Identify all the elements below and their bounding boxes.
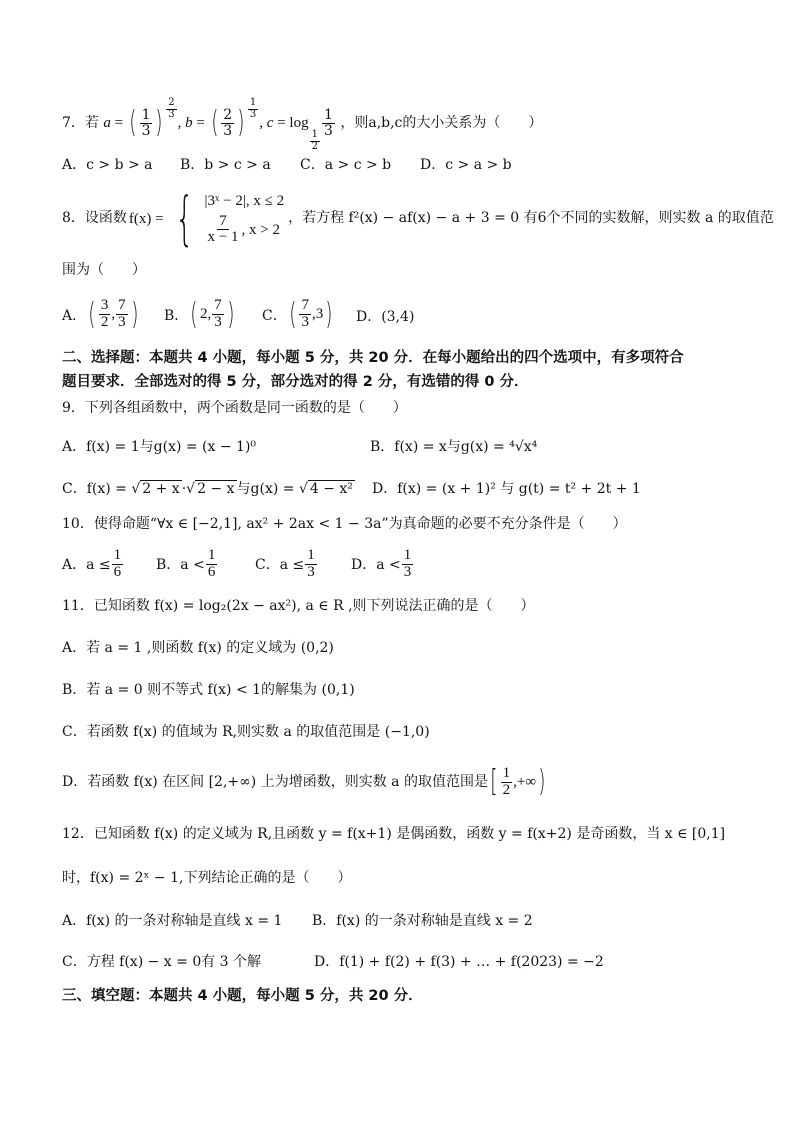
- section-3-heading: 三、填空题：本题共 4 小题，每小题 5 分，共 20 分．: [62, 988, 423, 1004]
- q11-option-b[interactable]: B．若 a = 0 则不等式 f(x) < 1的解集为 (0,1): [62, 682, 355, 698]
- q8-option-d[interactable]: D．(3,4): [356, 309, 415, 325]
- q7-number: 7．若: [62, 115, 99, 131]
- q7-tail: ，则a,b,c的大小关系为（ ）: [340, 115, 543, 131]
- section-2-heading-line2: 题目要求．全部选对的得 5 分，部分选对的得 2 分，有选错的得 0 分．: [62, 374, 529, 390]
- q8-piecewise: [205, 192, 285, 247]
- q7-log-arg: $\frac{1}{3}$: [323, 106, 333, 139]
- section-2-heading-line1: 二、选择题：本题共 4 小题，每小题 5 分，共 20 分．在每小题给出的四个选项中，有多项符合: [62, 350, 684, 366]
- q8-case-2-frac: $\frac{7}{x - 1}$: [207, 212, 239, 246]
- q7-a-symbol: a: [103, 115, 111, 131]
- q7-exp-a: $\frac{2}{3}$: [168, 97, 175, 120]
- q11-option-c[interactable]: C．若函数 f(x) 的值域为 R,则实数 a 的取值范围是 (−1,0): [62, 724, 430, 740]
- q8-number: 8．设函数: [62, 210, 127, 227]
- q8-option-c[interactable]: C． ( $\frac{7}{3}$ ,3 ): [262, 297, 333, 332]
- q9-stem: 9．下列各组函数中，两个函数是同一函数的是（ ）: [62, 400, 407, 416]
- q7-stem: 7．若 a = ( $\frac{1}{3}$ ) $\frac{2}{3}$ , b = ( $\frac{2}{3}$ ) $\frac{1}{3}$ , c = log $\frac{1}{2}$ $\frac{1}{3}$ ，则a,b,c的大小关系为（ ）: [62, 97, 543, 152]
- q7-log: log: [289, 115, 309, 131]
- q10-option-d[interactable]: D．a < $\frac{1}{3}$: [351, 547, 412, 580]
- q7-option-b[interactable]: B．b > c > a: [180, 157, 271, 173]
- q8-option-b[interactable]: B． ( 2, $\frac{7}{3}$ ): [164, 297, 235, 332]
- q8-fx: f(x) =: [128, 210, 164, 227]
- q8-case-1: |3ˣ − 2|, x ≤ 2: [204, 192, 285, 209]
- q10-stem: 10．使得命题“∀x ∈ [−2,1], ax² + 2ax < 1 − 3a”为真命题的必要不充分条件是（ ）: [62, 516, 627, 532]
- q7-exp-b: $\frac{1}{3}$: [249, 97, 257, 120]
- q10-option-a[interactable]: A．a ≤ $\frac{1}{6}$: [62, 547, 122, 580]
- q8-continuation: 围为（ ）: [62, 262, 146, 278]
- q9-option-b[interactable]: B．f(x) = x与g(x) = ⁴√x⁴: [370, 439, 538, 455]
- q12-option-d[interactable]: D．f(1) + f(2) + f(3) + … + f(2023) = −2: [314, 954, 604, 970]
- q11-option-a[interactable]: A．若 a = 1 ,则函数 f(x) 的定义域为 (0,2): [62, 640, 334, 656]
- q11-stem: 11．已知函数 f(x) = log₂(2x − ax²), a ∈ R ,则下列说法正确的是（ ）: [62, 598, 535, 614]
- q7-option-a[interactable]: A．c > b > a: [62, 157, 153, 173]
- q7-option-c[interactable]: C．a > c > b: [300, 157, 392, 173]
- q7-b-symbol: b: [185, 115, 193, 131]
- q12-stem: 12．已知函数 f(x) 的定义域为 R,且函数 y = f(x+1) 是偶函数，函数 y = f(x+2) 是奇函数，当 x ∈ [0,1]: [62, 826, 726, 842]
- q7-c-symbol: c: [266, 115, 274, 131]
- q12-option-b[interactable]: B．f(x) 的一条对称轴是直线 x = 2: [312, 913, 533, 929]
- q12-option-c[interactable]: C．方程 f(x) − x = 0有 3 个解: [62, 954, 262, 970]
- q9-option-d[interactable]: D．f(x) = (x + 1)² 与 g(t) = t² + 2t + 1: [372, 481, 641, 497]
- q8-stem: 8．设函数 f(x) = { |3ˣ − 2|, x ≤ 2 $\frac{7}{x - 1}$ , x > 2 ，若方程 f²(x) − af(x) − a + 3 = 0 有6个不同的实数解，则实数 a 的取值范: [62, 184, 774, 252]
- q10-option-c[interactable]: C．a ≤ $\frac{1}{3}$: [255, 547, 315, 580]
- q11-option-d[interactable]: D．若函数 f(x) 在区间 [2,+∞) 上为增函数，则实数 a 的取值范围是 [ $\frac{1}{2}$ ,+∞ ): [62, 764, 546, 799]
- q10-option-b[interactable]: B．a < $\frac{1}{6}$: [156, 547, 216, 580]
- q8-option-a[interactable]: A． ( $\frac{3}{2}$ , $\frac{7}{3}$ ): [62, 297, 138, 332]
- q12-option-a[interactable]: A．f(x) 的一条对称轴是直线 x = 1: [62, 913, 283, 929]
- q9-option-c[interactable]: C．f(x) = √ 2 + x ·√ 2 − x 与g(x) = √ 4 − x²: [62, 481, 353, 497]
- q8-case-2-cond: , x > 2: [241, 221, 280, 238]
- q7-frac-2-3: $\frac{2}{3}$: [223, 106, 233, 139]
- q12-continuation: 时，f(x) = 2ˣ − 1,下列结论正确的是（ ）: [62, 870, 352, 886]
- q7-option-d[interactable]: D．c > a > b: [420, 157, 512, 173]
- q7-frac-1-3: $\frac{1}{3}$: [141, 106, 151, 139]
- q7-log-base: $\frac{1}{2}$: [311, 129, 318, 152]
- q8-tail: ，若方程 f²(x) − af(x) − a + 3 = 0 有6个不同的实数解，则实数 a 的取值范: [288, 210, 774, 227]
- q9-option-a[interactable]: A．f(x) = 1与g(x) = (x − 1)⁰: [62, 439, 257, 455]
